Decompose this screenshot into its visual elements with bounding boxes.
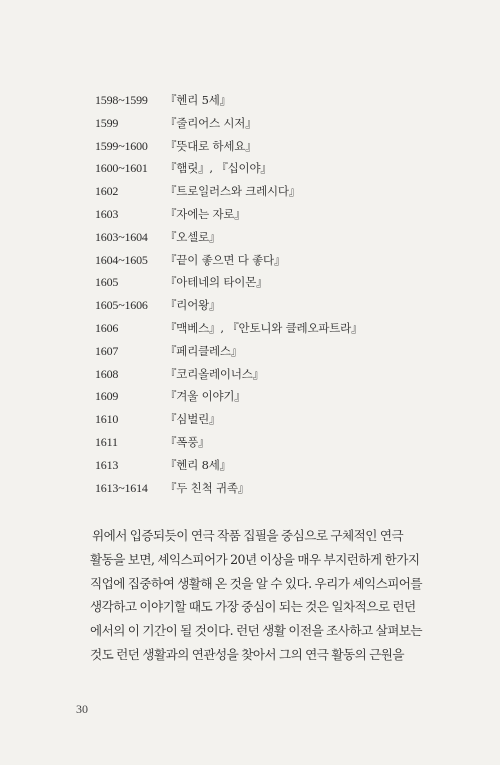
chronology-years: 1613~1614	[95, 480, 148, 495]
chronology-row	[95, 92, 435, 115]
chronology-years: 1604~1605	[95, 252, 148, 267]
chronology-years: 1608	[95, 366, 119, 381]
body-line: 활동을 보면, 셰익스피어가 20년 이상을 매우 부지런하게 한가지	[90, 551, 420, 567]
chronology-row	[95, 320, 435, 343]
chronology-works: 『아테네의 타이몬』	[165, 275, 268, 290]
chronology-works: 『두 친척 귀족』	[165, 480, 250, 495]
chronology-row	[95, 229, 435, 252]
chronology-years: 1603	[95, 206, 119, 221]
page-number: 30	[76, 702, 88, 716]
chronology-years: 1599	[95, 115, 119, 130]
chronology-works: 『헨리 5세』	[165, 93, 231, 107]
chronology-works: 『햄릿』, 『십이야』	[165, 161, 272, 176]
chronology-row	[95, 297, 435, 320]
chronology-row	[95, 388, 435, 411]
chronology-works: 『리어왕』	[165, 298, 221, 313]
chronology-years: 1610	[95, 412, 119, 427]
chronology-years: 1599~1600	[95, 138, 148, 153]
chronology-years: 1613	[95, 457, 119, 472]
chronology-works: 『맥베스』, 『안토니와 클레오파트라』	[165, 320, 363, 335]
body-line: 위에서 입증되듯이 연극 작품 집필을 중심으로 구체적인 연극	[92, 528, 404, 543]
chronology-years: 1607	[95, 343, 119, 358]
chronology-row	[95, 274, 435, 297]
chronology-works: 『줄리어스 시저』	[165, 115, 257, 130]
chronology-works: 『뜻대로 하세요』	[165, 138, 257, 153]
chronology-list	[95, 92, 435, 502]
body-line: 직업에 집중하여 생활해 온 것을 알 수 있다. 우리가 셰익스피어를	[90, 575, 423, 591]
chronology-years: 1606	[95, 320, 119, 335]
chronology-works: 『트로일러스와 크레시다』	[165, 184, 301, 199]
chronology-row	[95, 457, 435, 480]
chronology-works: 『폭풍』	[165, 434, 210, 449]
body-line: 것도 런던 생활과의 연관성을 찾아서 그의 연극 활동의 근원을	[90, 646, 405, 662]
chronology-years: 1603~1604	[95, 229, 148, 244]
chronology-years: 1605~1606	[95, 298, 148, 313]
chronology-works: 『자에는 자로』	[165, 206, 246, 221]
chronology-years: 1598~1599	[95, 93, 148, 107]
chronology-works: 『끝이 좋으면 다 좋다』	[165, 252, 286, 267]
chronology-row	[95, 138, 435, 161]
chronology-works: 『헨리 8세』	[165, 457, 231, 472]
chronology-row	[95, 411, 435, 434]
chronology-works: 『심벌린』	[165, 412, 221, 427]
chronology-row	[95, 206, 435, 229]
body-line: 생각하고 이야기할 때도 가장 중심이 되는 것은 일차적으로 런던	[90, 599, 416, 615]
chronology-row	[95, 343, 435, 366]
body-line: 에서의 이 기간이 될 것이다. 런던 생활 이전을 조사하고 살펴보는	[90, 623, 423, 639]
chronology-row	[95, 434, 435, 457]
chronology-works: 『겨울 이야기』	[165, 389, 246, 404]
chronology-works: 『코리올레이너스』	[165, 366, 264, 381]
chronology-years: 1600~1601	[95, 161, 148, 176]
chronology-row	[95, 366, 435, 389]
chronology-row	[95, 160, 435, 183]
chronology-row	[95, 480, 435, 503]
body-paragraph	[90, 524, 440, 667]
chronology-years: 1609	[95, 389, 119, 404]
chronology-row	[95, 252, 435, 275]
chronology-row	[95, 183, 435, 206]
chronology-row	[95, 115, 435, 138]
chronology-years: 1602	[95, 184, 119, 199]
chronology-years: 1605	[95, 275, 119, 290]
chronology-works: 『페리클레스』	[165, 343, 243, 358]
chronology-works: 『오셀로』	[165, 229, 221, 244]
chronology-years: 1611	[95, 434, 118, 449]
